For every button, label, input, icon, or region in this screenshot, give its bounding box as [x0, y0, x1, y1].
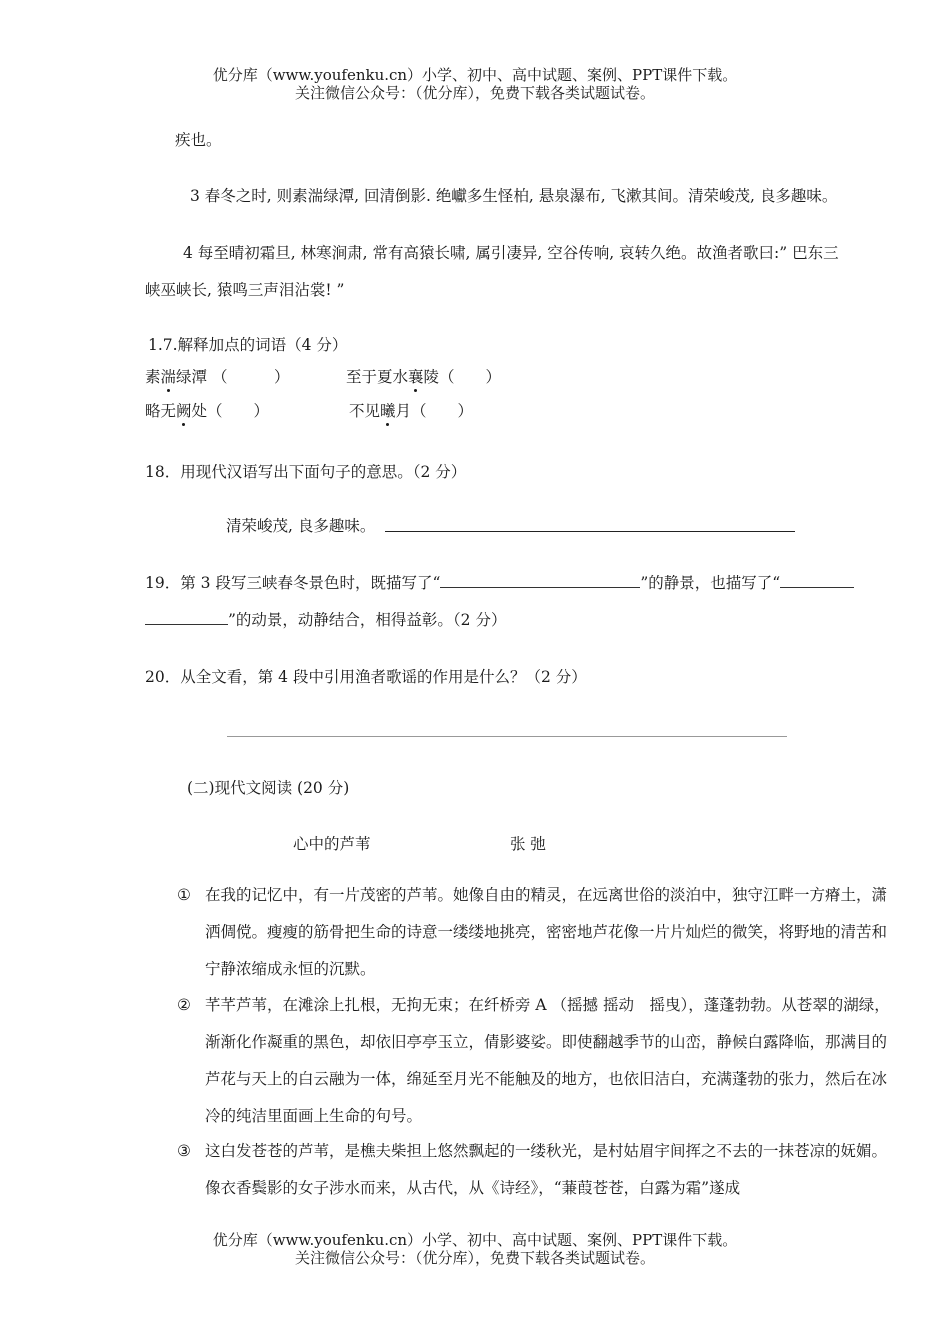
question-17-title: 1.7.解释加点的词语（4 分）	[148, 336, 348, 354]
para-number-3: ③	[177, 1142, 191, 1160]
question-20-title: 20．从全文看，第 4 段中引用渔者歌谣的作用是什么？（2 分）	[145, 668, 587, 686]
emphasis-dot-char: 襄	[408, 365, 424, 387]
q17-word-1: 素湍绿潭 （ ）	[145, 365, 289, 387]
question-19-line-2: ”的动景，动静结合，相得益彰。（2 分）	[145, 608, 506, 630]
q17-word-3: 略无阙处（ ）	[145, 399, 269, 421]
q17-word-4: 不见曦月（ ）	[349, 399, 473, 421]
emphasis-dot-char: 湍	[161, 365, 177, 387]
section-modern-reading: (二)现代文阅读 (20 分)	[187, 779, 350, 797]
answer-line-20[interactable]	[227, 736, 787, 737]
article-title: 心中的芦苇	[293, 835, 371, 853]
passage-para-3: 3 春冬之时, 则素湍绿潭, 回清倒影. 绝巘多生怪柏, 悬泉瀑布, 飞漱其间。清荣峻茂, 良多趣味。	[190, 187, 838, 205]
footer-line-1: 优分库（www.youfenku.cn）小学、初中、高中试题、案例、PPT课件下载。	[212, 1231, 738, 1249]
question-18-sentence: 清荣峻茂, 良多趣味。	[226, 517, 376, 535]
emphasis-dot-char: 曦	[380, 399, 396, 421]
article-para-1: 在我的记忆中，有一片茂密的芦苇。她像自由的精灵，在远离世俗的淡泊中，独守江畔一方瘠土，潇洒倜傥。瘦瘦的筋骨把生命的诗意一缕缕地挑亮，密密地芦花像一片片灿烂的微笑，将野地的清苦和宁静浓缩成永恒的沉默。	[205, 886, 888, 978]
blank-dynamic-scene-part-1[interactable]	[780, 586, 854, 588]
passage-para-4-line-1: 4 每至晴初霜旦, 林寒涧肃, 常有高猿长啸, 属引凄异, 空谷传响, 哀转久绝。故渔者歌曰:” 巴东三	[183, 244, 839, 262]
blank-static-scene[interactable]	[440, 586, 640, 588]
para-number-1: ①	[177, 886, 191, 904]
question-18-title: 18．用现代汉语写出下面句子的意思。（2 分）	[145, 463, 467, 481]
q17-word-2: 至于夏水襄陵（ ）	[346, 365, 501, 387]
article-author: 张 弛	[510, 835, 546, 853]
passage-para-4-line-2: 峡巫峡长, 猿鸣三声泪沾裳! ”	[145, 281, 345, 299]
footer-line-2: 关注微信公众号：（优分库），免费下载各类试题试卷。	[294, 1249, 655, 1267]
answer-line-18[interactable]	[385, 531, 795, 532]
article-para-2: 芊芊芦苇，在滩涂上扎根，无拘无束；在纤桥旁 A （摇撼 摇动 摇曳），蓬蓬勃勃。从苍翠的湖绿，渐渐化作凝重的黑色，却依旧亭亭玉立，倩影婆娑。即使翻越季节的山峦，静候白露降临，那满目的芦花与天上的白云融为一体，绵延至月光不能触及的地方，也依旧洁白，充满蓬勃的张力，然后在冰冷的纯洁里面画上生命的句号。	[205, 996, 890, 1125]
emphasis-dot-char: 阙	[176, 399, 192, 421]
header-line-2: 关注微信公众号：（优分库），免费下载各类试题试卷。	[294, 84, 655, 102]
header-line-1: 优分库（www.youfenku.cn）小学、初中、高中试题、案例、PPT课件下载。	[212, 66, 738, 84]
passage-tail: 疾也。	[175, 131, 222, 149]
article-para-3: 这白发苍苍的芦苇，是樵夫柴担上悠然飘起的一缕秋光，是村姑眉宇间挥之不去的一抹苍凉的妩媚。像衣香鬓影的女子涉水而来，从古代，从《诗经》，“蒹葭苍苍，白露为霜”遂成	[205, 1142, 888, 1197]
para-number-2: ②	[177, 996, 191, 1014]
question-19-line-1: 19．第 3 段写三峡春冬景色时，既描写了“ ”的静景，也描写了“	[145, 571, 854, 593]
blank-dynamic-scene-part-2[interactable]	[145, 623, 228, 625]
